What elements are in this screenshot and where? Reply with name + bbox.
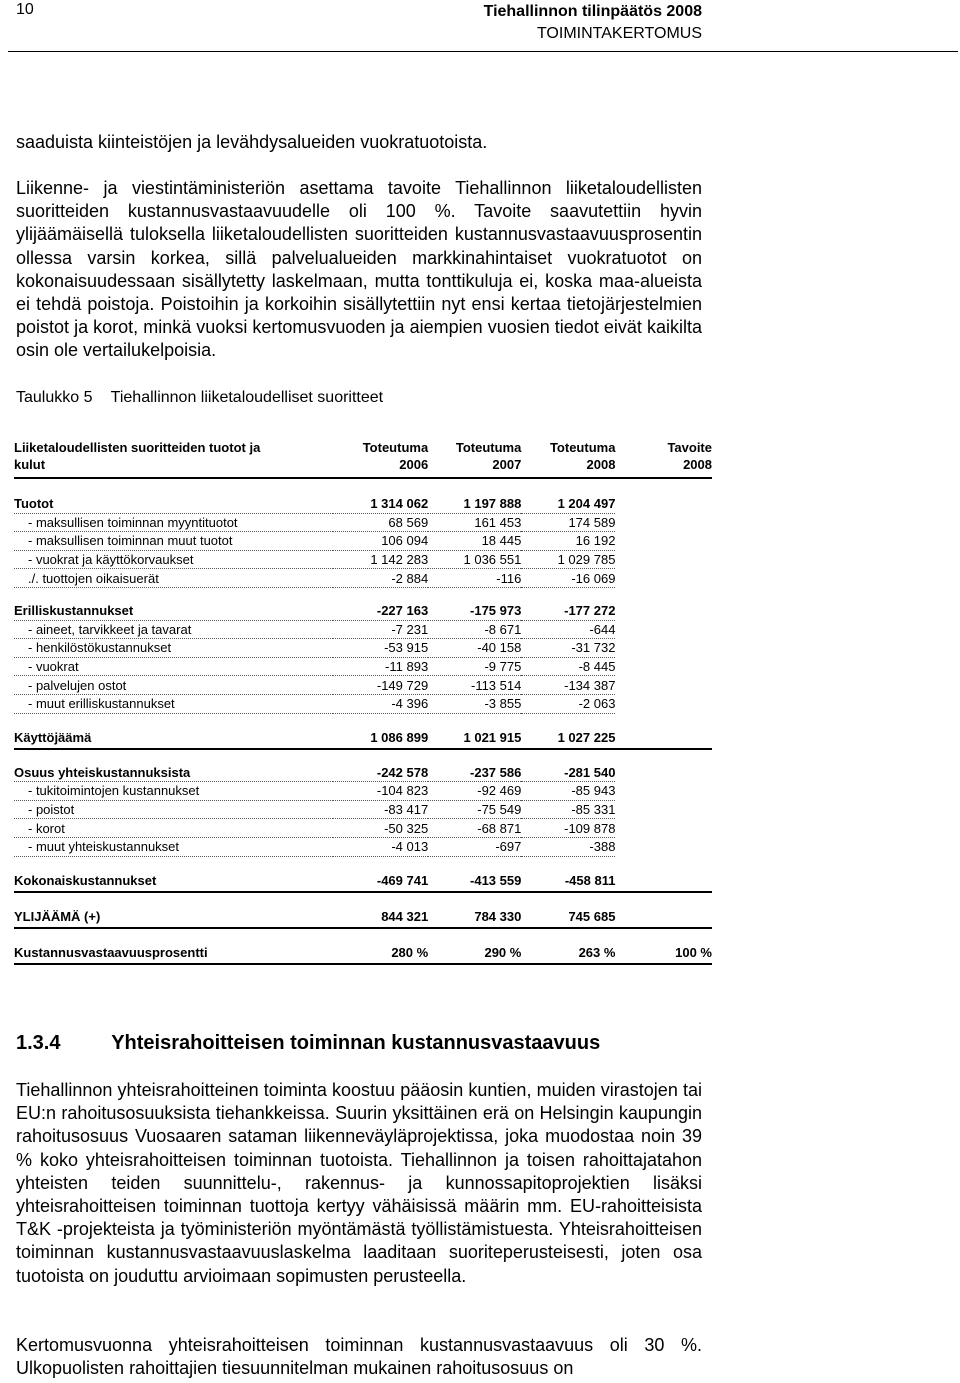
table-row: - palvelujen ostot -149 729 -113 514 -134 387 — [14, 676, 712, 695]
header-2006: Toteutuma 2006 — [333, 437, 428, 478]
table-row: - muut erilliskustannukset -4 396 -3 855 -2 063 — [14, 694, 712, 713]
financial-table — [14, 437, 712, 965]
table-row: - korot -50 325 -68 871 -109 878 — [14, 819, 712, 838]
report-subtitle: TOIMINTAKERTOMUS — [536, 25, 702, 42]
section-number: 1.3.4 — [16, 1032, 61, 1054]
table-row: - vuokrat -11 893 -9 775 -8 445 — [14, 657, 712, 676]
table-row: - poistot -83 417 -75 549 -85 331 — [14, 800, 712, 819]
table-row-erilliskustannukset: Erilliskustannukset -227 163 -175 973 -177 272 — [14, 603, 616, 619]
report-title: Tiehallinnon tilinpäätös 2008 — [483, 3, 702, 20]
table-caption-text: Tiehallinnon liiketaloudelliset suoritteet — [110, 389, 384, 406]
paragraph-2: Liikenne- ja viestintäministeriön asettama tavoite Tiehallinnon liiketaloudellisten suoritteiden kustannusvastaavuudelle oli 100 %. Tavoite saavutettiin hyvin ylijäämäisellä tuloksella liiketaloudellisten suoritteiden kustannusvastaavuusprosentin ollessa varsin korkea, sillä palvelualueiden markkinahintaiset vuokratuotot on kokonaisuudessaan sisällytetty laskelmaan, mutta tonttikuluja ei, koska maa-alueista ei tehdä poistoja. Poistoihin ja korkoihin sisällytettiin nyt ensi kertaa tietojärjestelmien poistot ja korot, minkä vuoksi kertomusvuoden ja aiempien vuosien tiedot eivät kaikilta osin ole vertailukelpoisia. — [16, 178, 702, 361]
table-row-kayttojaama: Käyttöjäämä 1 086 899 1 021 915 1 027 225 — [14, 728, 712, 749]
table-caption-label: Taulukko 5 — [16, 389, 93, 406]
table-row: - henkilöstökustannukset -53 915 -40 158 -31 732 — [14, 639, 712, 658]
header-target-2008: Tavoite 2008 — [615, 437, 712, 478]
table-row: - tukitoimintojen kustannukset -104 823 -92 469 -85 943 — [14, 782, 712, 801]
header-2008: Toteutuma 2008 — [521, 437, 615, 478]
header-label: Liiketaloudellisten suoritteiden tuotot ja kulut — [14, 437, 333, 478]
table-row-tuotot: Tuotot 1 314 062 1 197 888 1 204 497 — [14, 496, 616, 512]
header-2007: Toteutuma 2007 — [428, 437, 521, 478]
table-header-row — [14, 437, 712, 478]
section-heading — [16, 1032, 600, 1055]
section-title-text: Yhteisrahoitteisen toiminnan kustannusvastaavuus — [111, 1032, 601, 1054]
table-row: ./. tuottojen oikaisuerät -2 884 -116 -16 069 — [14, 569, 712, 588]
table-row-osuus-yhteiskustannuksista: Osuus yhteiskustannuksista -242 578 -237 586 -281 540 — [14, 764, 616, 780]
table-row: - maksullisen toiminnan muut tuotot 106 094 18 445 16 192 — [14, 532, 712, 551]
table-row-kokonaiskustannukset: Kokonaiskustannukset -469 741 -413 559 -458 811 — [14, 871, 712, 892]
table-row-ylijaama: YLIJÄÄMÄ (+) 844 321 784 330 745 685 — [14, 907, 712, 928]
table-row-kustannusvastaavuusprosentti: Kustannusvastaavuusprosentti 280 % 290 % 263 % 100 % — [14, 943, 712, 964]
table-row: - aineet, tarvikkeet ja tavarat -7 231 -8 671 -644 — [14, 620, 712, 639]
table-row: - muut yhteiskustannukset -4 013 -697 -388 — [14, 837, 712, 856]
page-number: 10 — [16, 1, 34, 18]
table-caption — [16, 389, 383, 407]
paragraph-3: Tiehallinnon yhteisrahoitteinen toiminta koostuu pääosin kuntien, muiden virastojen tai EU:n rahoitusosuuksista tiehankkeissa. Suurin yksittäinen erä on Helsingin kaupungin rahoitusosuus Vuosaaren sataman liikenneväyläprojektissa, joka muodostaa noin 39 % koko yhteisrahoitteisen toiminnan tuotoista. Tiehallinnon ja toisen rahoittajatahon yhteisten teiden suunnittelu-, rakennus- ja kunnossapitoprojektien lisäksi yhteisrahoitteisen toiminnan tuottoja kertyy vähäisissä määrin mm. EU-rahoitteisista T&K -projekteista ja työministeriön myöntämästä työllistämistuesta. Yhteisrahoitteisen toiminnan kustannusvastaavuuslaskelma laaditaan suoriteperusteisesti, joten osa tuotoista on jouduttu arvioimaan sopimusten perusteella. — [16, 1080, 702, 1286]
header-rule — [8, 51, 958, 52]
paragraph-4: Kertomusvuonna yhteisrahoitteisen toiminnan kustannusvastaavuus oli 30 %. Ulkopuolisten rahoittajien tiesuunnitelman mukainen rahoitusosuus on — [16, 1335, 702, 1379]
page-header — [0, 0, 960, 52]
header-titles — [484, 1, 702, 45]
table-row: - maksullisen toiminnan myyntituotot 68 569 161 453 174 589 — [14, 513, 712, 532]
table-row: - vuokrat ja käyttökorvaukset 1 142 283 1 036 551 1 029 785 — [14, 550, 712, 569]
paragraph-1: saaduista kiinteistöjen ja levähdysalueiden vuokratuotoista. — [16, 132, 488, 152]
